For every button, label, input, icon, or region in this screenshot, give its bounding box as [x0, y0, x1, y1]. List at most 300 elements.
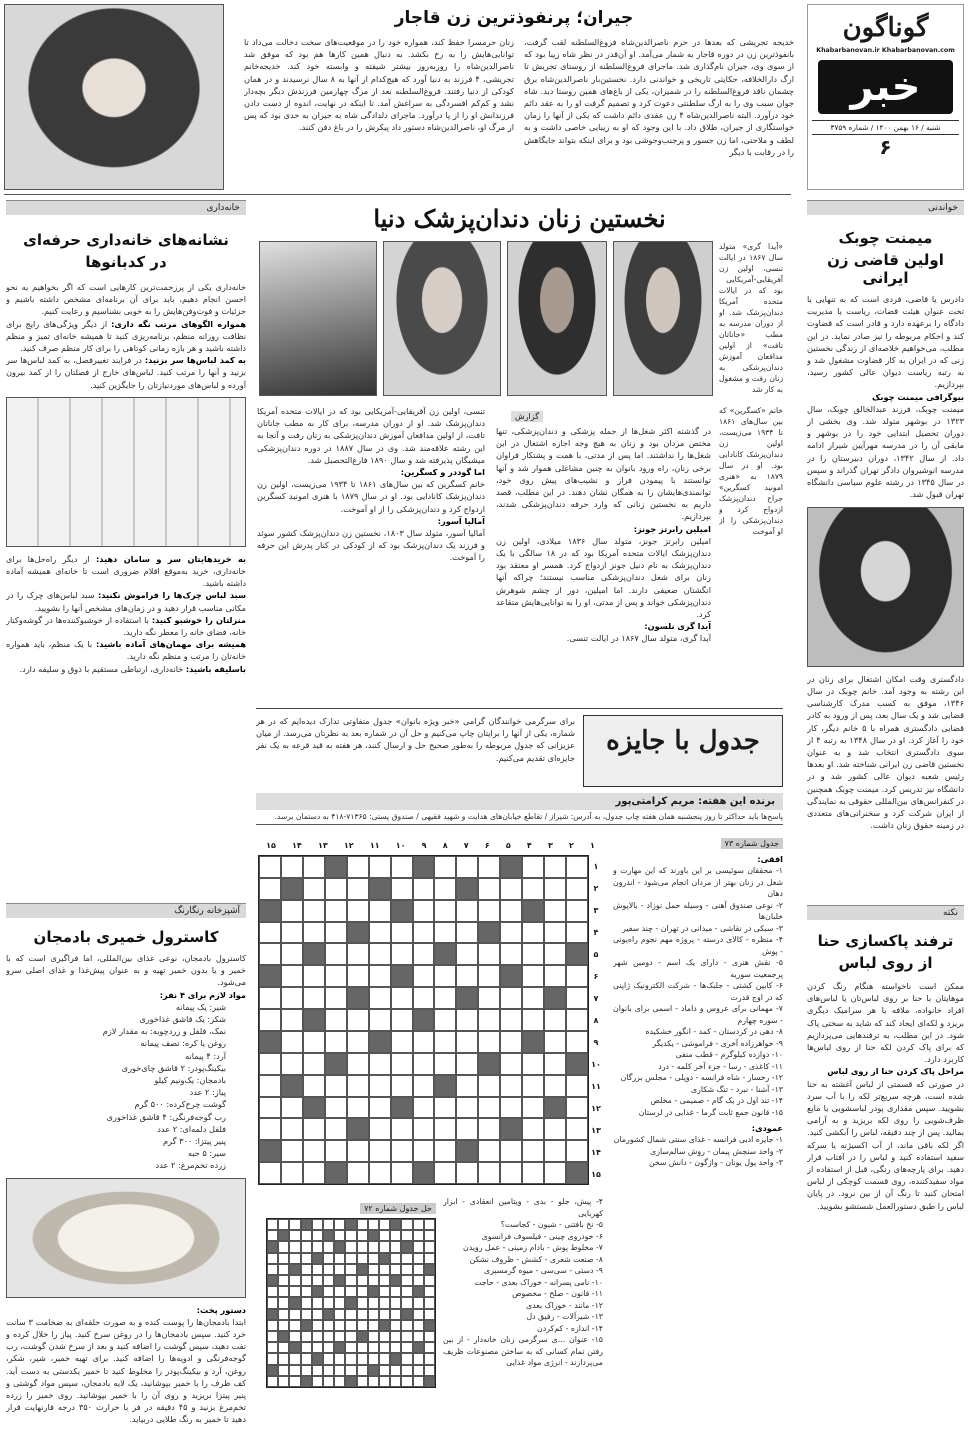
- grid-cell[interactable]: [522, 1009, 544, 1031]
- grid-cell: [390, 1297, 401, 1308]
- grid-cell[interactable]: [369, 1075, 391, 1097]
- grid-cell[interactable]: [325, 965, 347, 987]
- grid-cell[interactable]: [456, 900, 478, 922]
- ingredient-item: بادمجان: یک‌ونیم کیلو: [154, 1075, 226, 1086]
- grid-cell[interactable]: [369, 1162, 391, 1184]
- grid-cell[interactable]: [325, 922, 347, 944]
- grid-cell[interactable]: [478, 856, 500, 878]
- grid-cell[interactable]: [478, 965, 500, 987]
- grid-cell[interactable]: [522, 1097, 544, 1119]
- grid-cell[interactable]: [281, 943, 303, 965]
- grid-cell[interactable]: [281, 900, 303, 922]
- closet-photo: [6, 397, 246, 547]
- grid-cell[interactable]: [281, 1031, 303, 1053]
- article-text: میمنت چوبک، فرزند عبدالخالق چوبک، سال ۱۳۲۳ در بوشهر متولد شد. وی بخشی از دوران تحصیل ابتدایی خود را در بوشهر و مابقی آن را در مدرسه مهرآیین شیراز ادامه داد. از سال ۱۳۴۲، دوران دبیرستان را در مدرسه انوشیروان دادگر تهران گذراند و سپس در سال ۱۳۴۵ در رشته علوم سیاسی دانشگاه تهران قبول شد.: [807, 403, 964, 500]
- section-label: آشپزخانه رنگارنگ: [6, 903, 246, 918]
- black-cell: [478, 1053, 500, 1075]
- grid-cell: [289, 1241, 300, 1252]
- grid-cell: [278, 1219, 289, 1230]
- grid-cell[interactable]: [391, 1162, 413, 1184]
- clue-item: ۷- مهمانی برای عروس و داماد - اسمی برای بانوان - سوره چهارم: [613, 1004, 783, 1025]
- grid-cell[interactable]: [456, 922, 478, 944]
- grid-cell[interactable]: [281, 987, 303, 1009]
- grid-cell[interactable]: [369, 987, 391, 1009]
- row-number: ۶: [593, 971, 599, 981]
- grid-cell[interactable]: [259, 878, 281, 900]
- grid-cell[interactable]: [303, 965, 325, 987]
- grid-cell[interactable]: [478, 987, 500, 1009]
- clue-item: ۱۱- کاغذی - رسا - جزء آخر کلمه - درد: [658, 1061, 783, 1071]
- grid-cell[interactable]: [413, 987, 435, 1009]
- grid-cell[interactable]: [281, 1140, 303, 1162]
- grid-cell[interactable]: [566, 1031, 588, 1053]
- grid-cell[interactable]: [544, 878, 566, 900]
- grid-cell[interactable]: [500, 1162, 522, 1184]
- row-number: ۷: [593, 993, 599, 1003]
- crossword-grid[interactable]: [258, 855, 589, 1185]
- grid-cell[interactable]: [281, 922, 303, 944]
- grid-cell[interactable]: [413, 1031, 435, 1053]
- grid-cell[interactable]: [413, 1075, 435, 1097]
- grid-cell: [289, 1275, 300, 1286]
- grid-cell: [345, 1353, 356, 1364]
- black-cell: [391, 900, 413, 922]
- grid-cell[interactable]: [303, 1140, 325, 1162]
- section-label: خانه‌داری: [6, 200, 246, 215]
- grid-cell: [312, 1342, 323, 1353]
- grid-cell[interactable]: [544, 1162, 566, 1184]
- clue-item: ۱- محققان سوئیسی بر این باورند که این مهارت و شغل در زنان بهتر از مردان انجام می‌شود - اندرون دهان: [613, 866, 783, 899]
- grid-cell[interactable]: [347, 1009, 369, 1031]
- black-cell: [369, 1031, 391, 1053]
- article-text: امیلین رابرتز جونز، متولد سال ۱۸۳۶ میلادی، اولین زن دندان‌پزشک ایالات متحده آمریکا بود که در ۱۸ سالگی با یک دندان‌پزشک به نام دنیل جونز ازدواج کرد. همسر او معتقد بود زنان برای شغل دندان‌پزشکی مناسب نیستند؛ چراکه آنها انگشتان ضعیفی دارند. اما امیلین، دور از چشم شوهرش دندان‌پزشکی خواند و پس از مدتی، او را به توانایی‌هایش متقاعد کرد.: [496, 535, 711, 620]
- grid-cell[interactable]: [347, 943, 369, 965]
- grid-cell: [278, 1365, 289, 1376]
- grid-cell[interactable]: [369, 856, 391, 878]
- grid-cell[interactable]: [478, 900, 500, 922]
- grid-cell[interactable]: [259, 856, 281, 878]
- grid-cell[interactable]: [566, 1097, 588, 1119]
- grid-cell[interactable]: [544, 856, 566, 878]
- grid-cell[interactable]: [522, 878, 544, 900]
- grid-cell: [301, 1309, 312, 1320]
- grid-cell[interactable]: [391, 856, 413, 878]
- grid-cell[interactable]: [303, 1031, 325, 1053]
- grid-cell[interactable]: [347, 878, 369, 900]
- grid-cell[interactable]: [434, 1140, 456, 1162]
- grid-cell: [312, 1331, 323, 1342]
- grid-cell[interactable]: [303, 922, 325, 944]
- grid-cell[interactable]: [369, 922, 391, 944]
- clue-item: ۱۵- قانون جمع ثابت گرما - غذایی در لرستان: [638, 1107, 783, 1117]
- grid-cell[interactable]: [500, 1053, 522, 1075]
- site-url[interactable]: Khabarbanovan.ir Khabarbanovan.com: [816, 47, 955, 54]
- column-number: ۱۱: [369, 841, 380, 850]
- grid-cell: [379, 1219, 390, 1230]
- ingredient-item: پنیر پیتزا: ۳۰۰ گرم: [162, 1136, 226, 1147]
- grid-cell[interactable]: [456, 1162, 478, 1184]
- grid-cell: [278, 1376, 289, 1387]
- grid-cell[interactable]: [456, 1031, 478, 1053]
- grid-cell[interactable]: [303, 856, 325, 878]
- grid-cell[interactable]: [347, 1162, 369, 1184]
- grid-cell[interactable]: [303, 1118, 325, 1140]
- grid-cell[interactable]: [522, 1162, 544, 1184]
- masthead: [807, 4, 964, 190]
- article-text: تنسی، اولین زن آفریقایی-آمریکایی بود که در ایالات متحده آمریکا دندان‌پزشک شد. او از دوران مدرسه، برای کار به مطب جاناتان تافت، از اولین مدافعان آموزش دندان‌پزشکی به زنان رفت و آنجا به این رشته علاقه‌مند شد. وی در سال ۱۸۸۷ در دوره دندان‌پزشکی میشیگان پذیرفته شد و سال ۱۸۹۰ فارغ‌التحصیل شد.: [257, 406, 485, 465]
- grid-cell: [278, 1275, 289, 1286]
- grid-cell: [357, 1342, 368, 1353]
- grid-cell[interactable]: [456, 1053, 478, 1075]
- row-number: ۲: [593, 883, 599, 893]
- grid-cell: [312, 1320, 323, 1331]
- grid-cell[interactable]: [347, 900, 369, 922]
- grid-cell[interactable]: [566, 878, 588, 900]
- grid-cell: [278, 1253, 289, 1264]
- grid-cell[interactable]: [566, 856, 588, 878]
- grid-cell: [345, 1320, 356, 1331]
- ingredient-item: روغن یا کره: نصف پیمانه: [140, 1038, 226, 1049]
- grid-cell[interactable]: [413, 965, 435, 987]
- black-cell: [334, 1241, 345, 1252]
- grid-cell[interactable]: [434, 1097, 456, 1119]
- dentist-photo-1: [613, 241, 713, 396]
- grid-cell[interactable]: [281, 856, 303, 878]
- grid-cell[interactable]: [413, 943, 435, 965]
- grid-cell: [312, 1219, 323, 1230]
- grid-cell[interactable]: [413, 922, 435, 944]
- grid-cell: [401, 1264, 412, 1275]
- grid-cell[interactable]: [391, 943, 413, 965]
- subheading: آیدا گری نلسون:: [644, 621, 711, 632]
- grid-cell[interactable]: [325, 1031, 347, 1053]
- grid-cell[interactable]: [303, 1075, 325, 1097]
- black-cell: [390, 1353, 401, 1364]
- grid-cell: [413, 1275, 424, 1286]
- grid-cell[interactable]: [259, 1097, 281, 1119]
- grid-cell[interactable]: [522, 1053, 544, 1075]
- grid-cell: [379, 1286, 390, 1297]
- row-number: ۸: [593, 1015, 599, 1025]
- grid-cell[interactable]: [413, 1097, 435, 1119]
- grid-cell: [390, 1320, 401, 1331]
- grid-cell[interactable]: [544, 1009, 566, 1031]
- grid-cell[interactable]: [434, 1031, 456, 1053]
- row-number: ۹: [593, 1037, 599, 1047]
- grid-cell[interactable]: [434, 965, 456, 987]
- grid-cell[interactable]: [566, 987, 588, 1009]
- article-text: خدیجه تجریشی که بعدها در حرم ناصرالدین‌شاه فروغ‌السلطنه لقب گرفت، بانفوذترین زن در دوره قاجار به شمار می‌آمد. او آن‌قدر در نظر شاه زیبا بود که از سوی وی، جیران نام‌گذاری شد. ماجرای فروغ‌السلطنه از روستای تجریش تا ارگ دارالخلافه، حکایتی تاریخی و خواندنی دارد. نخستین‌بار ناصرالدین‌شاه برق چشمان ناقد فروغ‌السلطنه را در شمیران، یکی از باغ‌های همین روستا دید. شاه جوان سبب وی را به ارگ سلطنتی دعوت کرد و تصمیم گرفت او را به عقد دائم خود درآورد. البته ناصرالدین‌شاه ۴ زن عقدی دائم داشت که یکی از آنها را زمان خواستگاری از جیران، طلاق داد. با این وجود که او به زیبایی خاصی داشت و به لطف و ملاحتی، اما زن جسور و پرجنب‌وجوشی بود و برای اینکه بتواند جایگاهش را در رقابت با دیگر: [524, 37, 794, 157]
- row-number: ۱: [593, 861, 599, 871]
- grid-cell[interactable]: [413, 878, 435, 900]
- grid-cell[interactable]: [434, 878, 456, 900]
- grid-cell[interactable]: [522, 856, 544, 878]
- grid-cell[interactable]: [434, 922, 456, 944]
- grid-cell[interactable]: [500, 1140, 522, 1162]
- grid-cell: [345, 1253, 356, 1264]
- grid-cell[interactable]: [325, 1097, 347, 1119]
- black-cell: [278, 1331, 289, 1342]
- dentist-photo-3: [383, 241, 501, 396]
- clue-item: ۱۰- دوازده کیلوگرم - قطب منفی: [675, 1050, 783, 1060]
- black-cell: [347, 1118, 369, 1140]
- grid-cell[interactable]: [259, 1009, 281, 1031]
- subheading: به کمد لباس‌ها سر بزنید:: [144, 355, 246, 366]
- grid-cell[interactable]: [456, 1097, 478, 1119]
- grid-cell: [424, 1253, 435, 1264]
- grid-cell[interactable]: [391, 1031, 413, 1053]
- black-cell: [522, 900, 544, 922]
- grid-cell[interactable]: [522, 987, 544, 1009]
- headline: نخستین زنان دندان‌پزشک دنیا: [373, 204, 666, 233]
- grid-cell[interactable]: [456, 1075, 478, 1097]
- grid-cell: [413, 1219, 424, 1230]
- grid-cell[interactable]: [259, 987, 281, 1009]
- grid-cell[interactable]: [413, 1053, 435, 1075]
- grid-cell[interactable]: [259, 943, 281, 965]
- grid-cell: [334, 1286, 345, 1297]
- grid-cell[interactable]: [434, 900, 456, 922]
- solution-grid: [266, 1218, 436, 1388]
- black-cell: [566, 943, 588, 965]
- grid-cell[interactable]: [478, 1097, 500, 1119]
- grid-cell[interactable]: [281, 1162, 303, 1184]
- grid-cell[interactable]: [391, 922, 413, 944]
- grid-cell[interactable]: [566, 900, 588, 922]
- grid-cell[interactable]: [500, 900, 522, 922]
- grid-cell[interactable]: [303, 987, 325, 1009]
- grid-cell[interactable]: [347, 1075, 369, 1097]
- grid-cell[interactable]: [413, 900, 435, 922]
- grid-cell[interactable]: [478, 1075, 500, 1097]
- grid-cell: [278, 1353, 289, 1364]
- grid-cell[interactable]: [478, 1118, 500, 1140]
- grid-cell[interactable]: [434, 1053, 456, 1075]
- grid-cell[interactable]: [500, 878, 522, 900]
- grid-cell[interactable]: [281, 965, 303, 987]
- grid-cell: [323, 1297, 334, 1308]
- grid-cell[interactable]: [369, 1053, 391, 1075]
- grid-cell[interactable]: [391, 1075, 413, 1097]
- grid-cell[interactable]: [566, 1009, 588, 1031]
- grid-cell[interactable]: [544, 1053, 566, 1075]
- grid-cell[interactable]: [544, 900, 566, 922]
- black-cell: [368, 1365, 379, 1376]
- black-cell: [379, 1253, 390, 1264]
- grid-cell[interactable]: [303, 878, 325, 900]
- grid-cell[interactable]: [369, 1140, 391, 1162]
- grid-cell[interactable]: [500, 1097, 522, 1119]
- grid-cell: [368, 1320, 379, 1331]
- grid-cell[interactable]: [347, 1097, 369, 1119]
- grid-cell[interactable]: [325, 1118, 347, 1140]
- grid-cell[interactable]: [522, 1140, 544, 1162]
- grid-cell[interactable]: [434, 987, 456, 1009]
- black-cell: [301, 1320, 312, 1331]
- grid-cell[interactable]: [281, 1009, 303, 1031]
- grid-cell[interactable]: [566, 1118, 588, 1140]
- section-label: نکته: [807, 905, 964, 920]
- grid-cell: [334, 1309, 345, 1320]
- grid-cell: [390, 1309, 401, 1320]
- grid-cell[interactable]: [544, 1075, 566, 1097]
- grid-cell[interactable]: [500, 987, 522, 1009]
- grid-cell[interactable]: [500, 922, 522, 944]
- black-cell: [345, 1376, 356, 1387]
- grid-cell: [345, 1275, 356, 1286]
- grid-cell[interactable]: [391, 878, 413, 900]
- ingredients-list: [6, 1001, 246, 1172]
- grid-cell[interactable]: [347, 1031, 369, 1053]
- grid-cell[interactable]: [369, 943, 391, 965]
- article-text: کاسترول بادمجان، نوعی غذای بین‌المللی، اما فراگیری است که با خمیر و یا بدون خمیر تهیه و به عنوان پیش‌غذا و غذای اصلی سرو می‌شود.: [6, 953, 246, 988]
- grid-cell[interactable]: [369, 1097, 391, 1119]
- black-cell: [456, 987, 478, 1009]
- grid-cell[interactable]: [391, 1118, 413, 1140]
- grid-cell[interactable]: [303, 1162, 325, 1184]
- section-label: خواندنی: [807, 200, 964, 215]
- grid-cell[interactable]: [566, 1075, 588, 1097]
- grid-cell[interactable]: [500, 1009, 522, 1031]
- grid-cell[interactable]: [478, 1009, 500, 1031]
- grid-cell: [323, 1376, 334, 1387]
- grid-cell: [401, 1365, 412, 1376]
- grid-cell[interactable]: [325, 1140, 347, 1162]
- black-cell: [434, 943, 456, 965]
- grid-cell: [424, 1365, 435, 1376]
- grid-cell: [401, 1286, 412, 1297]
- grid-cell[interactable]: [391, 1140, 413, 1162]
- black-cell: [289, 1264, 300, 1275]
- grid-cell[interactable]: [456, 965, 478, 987]
- grid-cell[interactable]: [434, 1009, 456, 1031]
- grid-cell: [357, 1275, 368, 1286]
- grid-cell[interactable]: [347, 965, 369, 987]
- grid-cell[interactable]: [391, 1053, 413, 1075]
- black-cell: [500, 965, 522, 987]
- grid-cell[interactable]: [325, 900, 347, 922]
- grid-cell: [345, 1241, 356, 1252]
- row-numbers: [589, 855, 603, 1185]
- grid-cell[interactable]: [259, 1162, 281, 1184]
- grid-cell: [368, 1353, 379, 1364]
- row-number: ۱۵: [591, 1169, 601, 1179]
- grid-cell: [424, 1275, 435, 1286]
- black-cell: [566, 1053, 588, 1075]
- grid-cell: [379, 1353, 390, 1364]
- grid-cell[interactable]: [413, 1118, 435, 1140]
- grid-cell[interactable]: [259, 1053, 281, 1075]
- photo-caption: «آیدا گری» متولد سال ۱۸۶۷ در ایالت تنسی، اولین زن آفریقایی-آمریکایی بود که در ایالات متحده آمریکا دندان‌پزشک شد. او از دوران مدرسه به مطب «جاناتان تافت» از اولین مدافعان آموزش دندان‌پزشکی به زنان رفت و مشغول به کار شد: [719, 242, 783, 394]
- grid-cell[interactable]: [325, 987, 347, 1009]
- grid-cell[interactable]: [413, 1140, 435, 1162]
- grid-cell[interactable]: [456, 856, 478, 878]
- grid-cell[interactable]: [347, 1053, 369, 1075]
- grid-cell: [413, 1241, 424, 1252]
- grid-cell[interactable]: [456, 1009, 478, 1031]
- grid-cell[interactable]: [478, 943, 500, 965]
- grid-cell[interactable]: [325, 1009, 347, 1031]
- grid-cell[interactable]: [281, 1097, 303, 1119]
- grid-cell[interactable]: [347, 856, 369, 878]
- grid-cell[interactable]: [325, 878, 347, 900]
- grid-cell: [368, 1342, 379, 1353]
- grid-cell[interactable]: [434, 856, 456, 878]
- grid-cell[interactable]: [522, 1075, 544, 1097]
- grid-cell[interactable]: [303, 1053, 325, 1075]
- grid-cell[interactable]: [478, 1031, 500, 1053]
- grid-cell[interactable]: [566, 965, 588, 987]
- grid-cell[interactable]: [303, 900, 325, 922]
- grid-cell[interactable]: [259, 1075, 281, 1097]
- grid-cell[interactable]: [456, 943, 478, 965]
- grid-cell[interactable]: [522, 943, 544, 965]
- grid-cell[interactable]: [544, 922, 566, 944]
- grid-cell: [390, 1253, 401, 1264]
- grid-cell[interactable]: [544, 965, 566, 987]
- subheading: امیلین رابرتز جونز:: [633, 523, 711, 534]
- grid-cell[interactable]: [566, 922, 588, 944]
- grid-cell[interactable]: [259, 922, 281, 944]
- solution-badge: حل جدول شماره ۷۲: [360, 1203, 436, 1214]
- clue-item: ۲- نوعی صندوق آهنی - وسیله حمل نوزاد - بالاپوش خلبان‌ها: [613, 900, 783, 922]
- grid-cell[interactable]: [522, 1118, 544, 1140]
- grid-cell[interactable]: [369, 1118, 391, 1140]
- article-text: زنان حرمسرا حفظ کند، همواره خود را در موقعیت‌های سخت دخالت می‌داد تا توانایی‌هایش را به رخ بکشد. به دنبال همین کارها هم بود که موفق شد ناصرالدین‌شاه را روزبه‌روز بیشتر شیفته و وابسته خود کند. خدیجه‌خانم تجریشی، ۴ فرزند به دنیا آورد که هیچ‌کدام از آنها به ۸ سال نرسیدند و در همان کودکی از دنیا رفتند. فروغ‌السلطنه بعد از مرگ چهارمین فرزندش دیگر بچه‌دار نشد و کم‌کم افسردگی به سراغش آمد. تا اینکه در نهایت، اندوه از دست دادن فرزندانش او را از پا درآورد. ماجرای دلدادگی شاه به جیران به حدی بود که پس از مرگ او، ناصرالدین‌شاه دستور داد پیکرش را در باغ دفن کنند.: [244, 37, 514, 133]
- grid-cell[interactable]: [325, 943, 347, 965]
- article-text: از دیگر راه‌حل‌ها برای خانه‌داری، خرید به‌موقع اقلام ضروری است تا خانه‌ای همیشه آماده داشته باشید.: [6, 553, 246, 589]
- grid-cell: [301, 1253, 312, 1264]
- grid-cell[interactable]: [522, 965, 544, 987]
- black-cell: [368, 1230, 379, 1241]
- grid-cell[interactable]: [478, 1162, 500, 1184]
- headline: جیران؛ پرنفوذترین زن قاجار: [394, 8, 634, 28]
- grid-cell: [312, 1230, 323, 1241]
- article-text: دادگستری وقت امکان اشتغال برای زنان در این رشته به وجود آمد. خانم چوبک در سال ۱۳۴۶، موفق به کسب مدرک کارشناسی قضایی شد و یک سال بعد، پس از ورود به کادر قضایی دادگستری همراه با ۵ خانم دیگر، کار خود را آغاز کرد. او در سال ۱۳۴۸ به رتبه ۴ از سوی دادگستری انتخاب شد و به عنوان نخستین قاضی زن ایرانی شناخته شد. او بعدها رئیس شعبه دیوان عالی کشور شد و در دانشگاه نیز تدریس کرد. میمنت چوبک همچنین در کنفرانس‌های بین‌المللی حقوقی به نمایندگی از ایران شرکت کرد و سخنرانی‌های متعددی در زمینه حقوق زنان داشت.: [807, 673, 964, 831]
- grid-cell[interactable]: [566, 1140, 588, 1162]
- grid-cell[interactable]: [544, 943, 566, 965]
- grid-cell[interactable]: [369, 1009, 391, 1031]
- grid-cell[interactable]: [544, 1140, 566, 1162]
- black-cell: [325, 856, 347, 878]
- grid-cell[interactable]: [391, 1009, 413, 1031]
- black-cell: [289, 1342, 300, 1353]
- grid-cell[interactable]: [281, 1118, 303, 1140]
- grid-cell[interactable]: [544, 1031, 566, 1053]
- grid-cell[interactable]: [456, 1118, 478, 1140]
- grid-cell[interactable]: [478, 1140, 500, 1162]
- article-text: با یک منظم، باید همواره خانه‌تان را مرتب و منظم نگه دارید.: [6, 639, 246, 662]
- grid-cell[interactable]: [325, 1075, 347, 1097]
- grid-cell[interactable]: [259, 1118, 281, 1140]
- black-cell: [281, 878, 303, 900]
- grid-cell: [379, 1365, 390, 1376]
- grid-cell[interactable]: [500, 1075, 522, 1097]
- grid-cell[interactable]: [500, 1031, 522, 1053]
- grid-cell[interactable]: [434, 1162, 456, 1184]
- grid-cell[interactable]: [478, 878, 500, 900]
- grid-cell[interactable]: [347, 1140, 369, 1162]
- grid-cell[interactable]: [522, 922, 544, 944]
- grid-cell[interactable]: [500, 943, 522, 965]
- grid-cell[interactable]: [391, 987, 413, 1009]
- grid-cell[interactable]: [369, 900, 391, 922]
- grid-cell[interactable]: [369, 965, 391, 987]
- grid-cell[interactable]: [434, 1118, 456, 1140]
- black-cell: [323, 1230, 334, 1241]
- grid-cell[interactable]: [281, 1053, 303, 1075]
- grid-cell[interactable]: [544, 1118, 566, 1140]
